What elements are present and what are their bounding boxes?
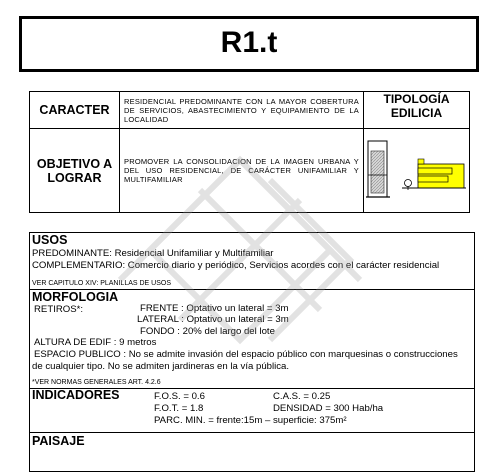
morfologia-heading: MORFOLOGIA	[32, 290, 119, 304]
indicador-parcela: PARC. MIN. = frente:15m – superficie: 375m²	[154, 415, 347, 426]
indicador-fot: F.O.T. = 1.8	[154, 403, 204, 414]
morfologia-note: *VER NORMAS GENERALES ART. 4.2.6	[32, 379, 161, 386]
usos-complementario: COMPLEMENTARIO: Comercio diario y periódico, Servicios acordes con el carácter residencial	[32, 260, 440, 271]
indicador-densidad: DENSIDAD = 300 Hab/ha	[273, 403, 384, 414]
usos-note: VER CAPITULO XIV: PLANILLAS DE USOS	[32, 280, 172, 287]
indicador-fos: F.O.S. = 0.6	[154, 391, 205, 402]
objetivo-label	[30, 129, 120, 213]
tipologia-header	[364, 92, 470, 129]
tipologia-line1: TIPOLOGÍA	[383, 92, 450, 106]
title-box	[19, 16, 479, 72]
usos-predominante: PREDOMINANTE: Residencial Unifamiliar y Multifamiliar	[32, 248, 274, 259]
usos-heading: USOS	[32, 233, 68, 247]
retiro-lateral: LATERAL : Optativo un lateral = 3m	[137, 314, 289, 325]
tipologia-diagram	[364, 129, 468, 207]
espacio-publico-line2: de cualquier tipo. No se admiten jardineras en la vía pública.	[32, 361, 290, 372]
house-diagram	[402, 159, 466, 190]
retiros-label: RETIROS*:	[34, 304, 84, 315]
caracter-label: CARACTER	[30, 92, 120, 129]
zone-title: R1.t	[220, 26, 278, 59]
building-tall-diagram	[366, 141, 390, 197]
altura-edif: ALTURA DE EDIF : 9 metros	[34, 337, 157, 348]
espacio-publico-line1: ESPACIO PUBLICO : No se admite invasión del espacio público con marquesinas o construcciones	[34, 349, 458, 360]
retiro-frente: FRENTE : Optativo un lateral = 3m	[140, 303, 289, 314]
objetivo-label-line1: OBJETIVO A	[36, 156, 113, 171]
objetivo-label-line2: LOGRAR	[47, 170, 102, 185]
tipologia-line2: EDILICIA	[390, 106, 443, 120]
divider	[29, 432, 475, 433]
zone-info-table	[29, 91, 470, 213]
retiro-fondo: FONDO : 20% del largo del lote	[140, 326, 275, 337]
caracter-text: RESIDENCIAL PREDOMINANTE CON LA MAYOR COBERTURA DE SERVICIOS, ABASTECIMIENTO Y EQUIPAMIENTO DE LA LOCALIDAD	[120, 92, 364, 129]
paisaje-heading: PAISAJE	[32, 434, 85, 448]
objetivo-text: PROMOVER LA CONSOLIDACION DE LA IMAGEN URBANA Y DEL USO RESIDENCIAL, DE CARÁCTER UNIFAMILIAR Y MULTIFAMILIAR	[120, 129, 364, 213]
tipologia-diagram-cell	[364, 129, 470, 213]
indicadores-heading: INDICADORES	[32, 388, 120, 402]
indicador-cas: C.A.S. = 0.25	[273, 391, 331, 402]
